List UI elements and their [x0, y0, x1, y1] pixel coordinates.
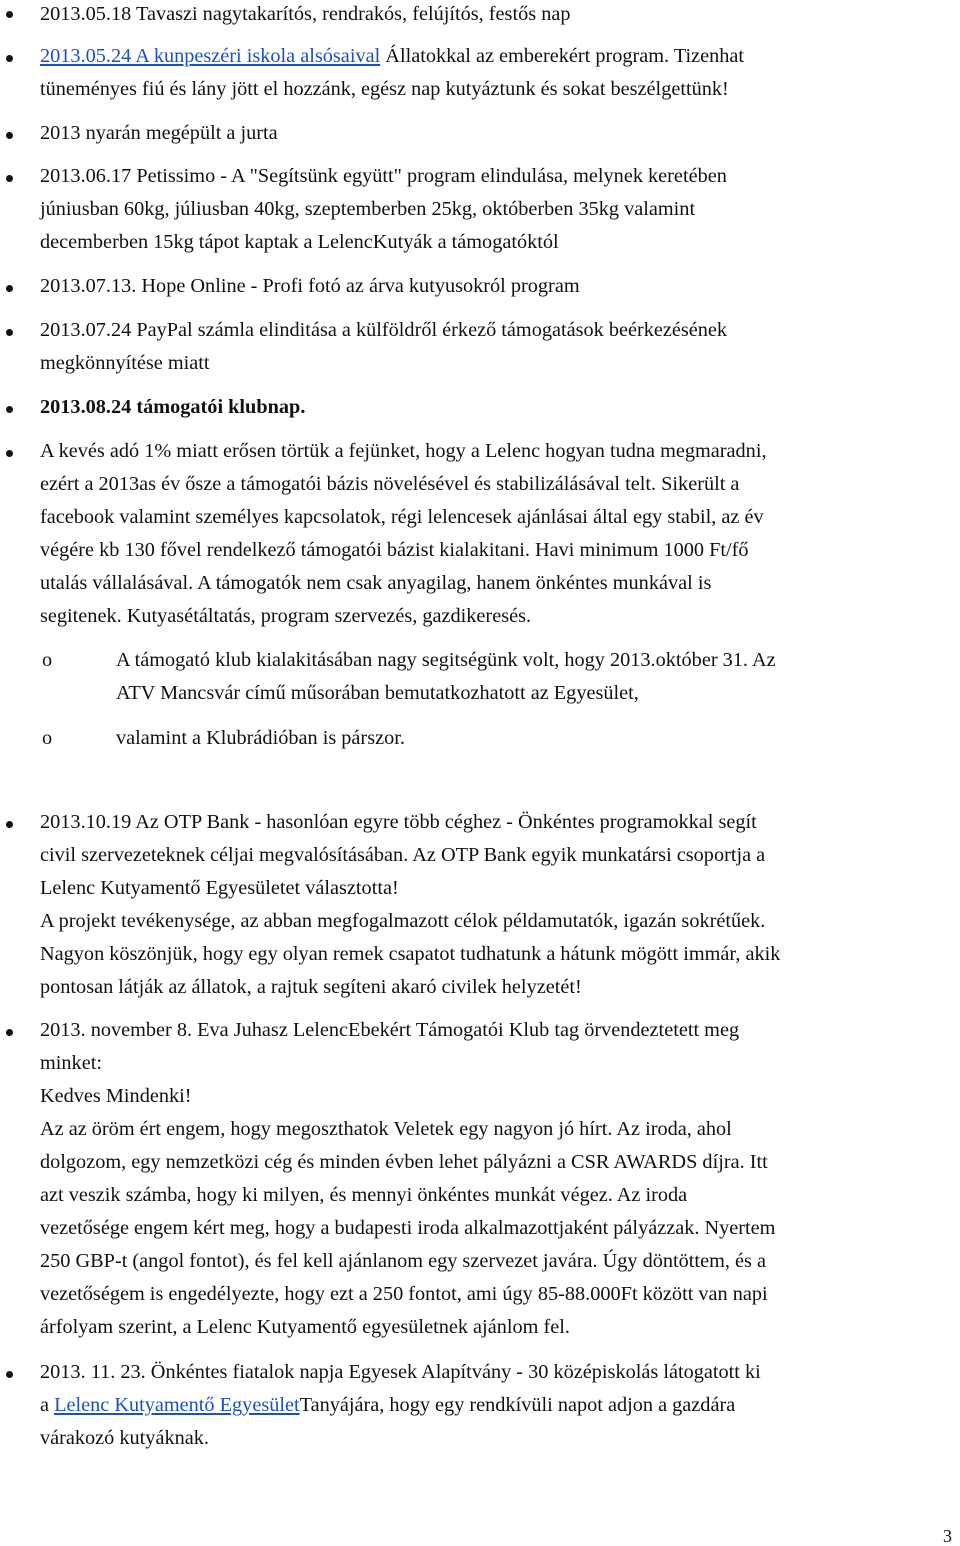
list-item-text-continued: Állatokkal az emberekért program. Tizenhat — [380, 45, 745, 67]
list-item-text: 250 GBP-t (angol fontot), és fel kell ajánlanom egy szervezet javára. Úgy döntöttem, és a — [40, 1250, 766, 1272]
list-item-text: 2013 nyarán megépült a jurta — [40, 122, 278, 144]
lelenc-kutyamento-egyesulet-link[interactable]: Lelenc Kutyamentő Egyesület — [54, 1394, 300, 1416]
list-item-text: facebook valamint személyes kapcsolatok, régi lelencesek ajánlásai által egy stabil, az év — [40, 506, 764, 528]
list-item-text: 2013.07.13. Hope Online - Profi fotó az árva kutyusokról program — [40, 275, 580, 297]
list-item-text: megkönnyítése miatt — [40, 352, 210, 374]
bullet-icon — [6, 132, 13, 139]
list-item-text: 2013.05.18 Tavaszi nagytakarítós, rendrakós, felújítós, festős nap — [40, 3, 571, 25]
sub-bullet-marker: o — [42, 649, 53, 671]
list-item-text: minket: — [40, 1052, 102, 1074]
list-item-text: 2013. november 8. Eva Juhasz LelencEbekért Támogatói Klub tag örvendeztetett meg — [40, 1019, 740, 1041]
kunpeszer-school-link[interactable]: 2013.05.24 A kunpeszéri iskola alsósaival — [40, 45, 381, 67]
page-number: 3 — [943, 1526, 952, 1546]
bullet-icon — [6, 406, 13, 413]
list-item-text — [40, 1393, 735, 1417]
list-item-text: tüneményes fiú és lány jött el hozzánk, egész nap kutyáztunk és sokat beszélgettünk! — [40, 78, 729, 100]
list-item-text: 2013. 11. 23. Önkéntes fiatalok napja Egyesek Alapítvány - 30 középiskolás látogatott ki — [40, 1361, 761, 1383]
bullet-icon — [6, 450, 13, 457]
list-item-text: ezért a 2013as év ősze a támogatói bázis növelésével és stabilizálásával telt. Sikerült a — [40, 473, 740, 495]
bullet-icon — [6, 175, 13, 182]
list-item-text: 2013.07.24 PayPal számla elinditása a külföldről érkező támogatások beérkezésének — [40, 319, 728, 341]
list-item-text: utalás vállalásával. A támogatók nem csak anyagilag, hanem önkéntes munkával is — [40, 572, 712, 594]
list-item-text: Nagyon köszönjük, hogy egy olyan remek csapatot tudhatunk a hátunk mögött immár, akik — [40, 943, 781, 965]
list-item-text: végére kb 130 fővel rendelkező támogatói bázist kialakitani. Havi minimum 1000 Ft/fő — [40, 539, 749, 561]
list-item-text: A kevés adó 1% miatt erősen törtük a fejünket, hogy a Lelenc hogyan tudna megmaradni, — [40, 440, 767, 462]
list-item-text: Lelenc Kutyamentő Egyesületet választotta! — [40, 877, 399, 899]
list-item-text: 2013.10.19 Az OTP Bank - hasonlóan egyre több céghez - Önkéntes programokkal segít — [40, 811, 757, 833]
sub-list-item-text: valamint a Klubrádióban is párszor. — [116, 727, 405, 749]
list-item-text: decemberben 15kg tápot kaptak a LelencKutyák a támogatóktól — [40, 231, 559, 253]
sub-list-item-text: ATV Mancsvár című műsorában bemutatkozhatott az Egyesület, — [116, 682, 639, 704]
list-item-text: árfolyam szerint, a Lelenc Kutyamentő egyesületnek ajánlom fel. — [40, 1316, 570, 1338]
bullet-icon — [6, 11, 13, 18]
list-item-text — [40, 44, 744, 68]
bullet-icon — [6, 1029, 13, 1036]
list-item-text: dolgozom, egy nemzetközi cég és minden évben lehet pályázni a CSR AWARDS díjra. Itt — [40, 1151, 768, 1173]
list-item-text: segitenek. Kutyasétáltatás, program szervezés, gazdikeresés. — [40, 605, 532, 627]
list-item-text: vezetőségem is engedélyezte, hogy ezt a 250 fontot, ami úgy 85-88.000Ft között van napi — [40, 1283, 768, 1305]
list-item-text-continued: Tanyájára, hogy egy rendkívüli napot adjon a gazdára — [299, 1394, 736, 1416]
list-item-text: júniusban 60kg, júliusban 40kg, szeptemberben 25kg, októberben 35kg valamint — [40, 198, 696, 220]
bullet-icon — [6, 285, 13, 292]
sub-list-item-text: A támogató klub kialakitásában nagy segitségünk volt, hogy 2013.október 31. Az — [116, 649, 776, 671]
bullet-icon — [6, 329, 13, 336]
list-item-text: 2013.06.17 Petissimo - A "Segítsünk együtt" program elindulása, melynek keretében — [40, 165, 727, 187]
list-item-text: vezetősége engem kért meg, hogy a budapesti iroda alkalmazottjaként pályázzak. Nyertem — [40, 1217, 776, 1239]
list-item-text: A projekt tevékenysége, az abban megfogalmazott célok példamutatók, igazán sokrétűek. — [40, 910, 766, 932]
bullet-icon — [6, 1371, 13, 1378]
list-item-text: azt veszik számba, hogy ki milyen, és mennyi önkéntes munkát végez. Az iroda — [40, 1184, 688, 1206]
list-item-text: Az az öröm ért engem, hogy megoszthatok Veletek egy nagyon jó hírt. Az iroda, ahol — [40, 1118, 732, 1140]
bullet-icon — [6, 55, 13, 62]
list-item-text: várakozó kutyáknak. — [40, 1427, 209, 1449]
list-item-text: 2013.08.24 támogatói klubnap. — [40, 396, 306, 418]
list-item-text: pontosan látják az állatok, a rajtuk segíteni akaró civilek helyzetét! — [40, 976, 582, 998]
sub-bullet-marker: o — [42, 727, 53, 749]
list-item-text: civil szervezeteknek céljai megvalósításában. Az OTP Bank egyik munkatársi csoportja a — [40, 844, 766, 866]
bullet-icon — [6, 821, 13, 828]
list-item-text: Kedves Mindenki! — [40, 1085, 192, 1107]
list-item-text-prefix: a — [40, 1394, 55, 1416]
